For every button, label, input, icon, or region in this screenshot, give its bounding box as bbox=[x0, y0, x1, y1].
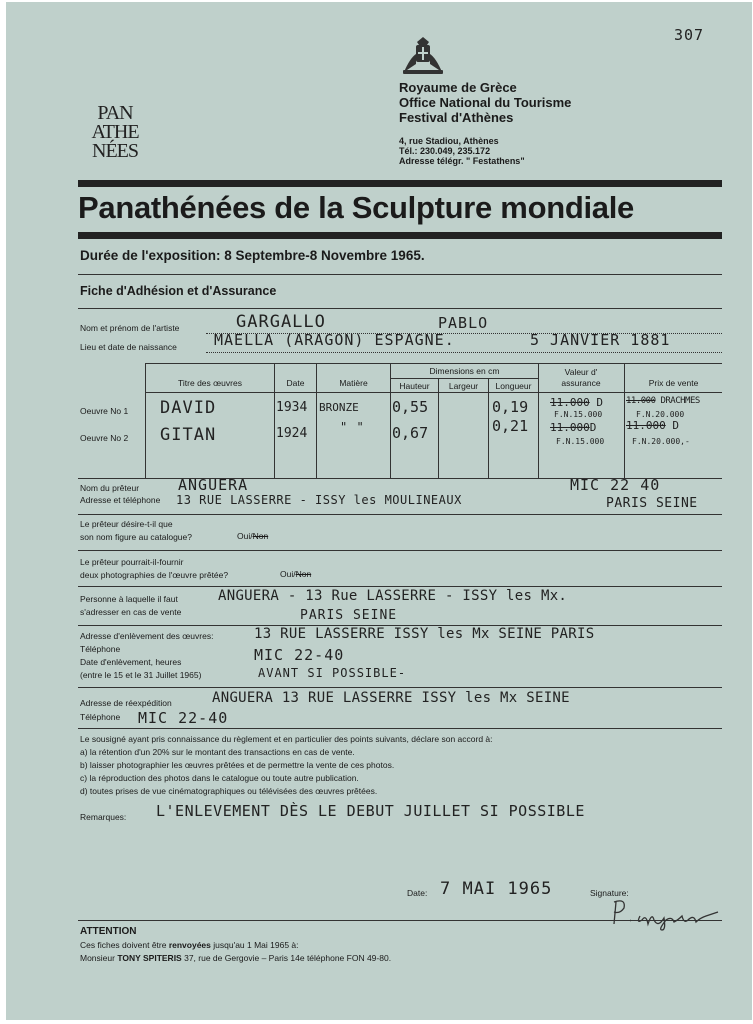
oeuvre-1-matiere[interactable]: BRONZE bbox=[319, 401, 359, 414]
remarques-value[interactable]: L'ENLEVEMENT DÈS LE DEBUT JUILLET SI POSSIBLE bbox=[156, 802, 585, 820]
q1-answer[interactable]: Oui/Non bbox=[237, 531, 269, 541]
divider bbox=[78, 586, 722, 587]
preteur-nom-label: Nom du prêteur bbox=[80, 483, 140, 493]
attention-line-1: Ces fiches doivent être renvoyées jusqu'au 1 Mai 1965 à: bbox=[80, 940, 299, 950]
oeuvre-2-longueur[interactable]: 0,21 bbox=[492, 417, 529, 435]
table-col bbox=[438, 378, 439, 478]
form-title: Panathénées de la Sculpture mondiale bbox=[78, 190, 634, 225]
organization-address: 4, rue Stadiou, Athènes Tél.: 230.049, 235.172 Adresse télégr. " Festathens" bbox=[399, 136, 525, 166]
artist-birth-label: Lieu et date de naissance bbox=[80, 342, 177, 352]
enlevement-tel-value[interactable]: MIC 22-40 bbox=[254, 646, 345, 664]
oeuvre-1-prix[interactable]: 11.000 DRACHMES bbox=[626, 396, 700, 406]
artist-birth-date[interactable]: 5 JANVIER 1881 bbox=[530, 331, 671, 349]
attention-title: ATTENTION bbox=[80, 926, 137, 937]
oeuvre-2-matiere[interactable]: " " bbox=[340, 420, 365, 434]
date-label: Date: bbox=[407, 888, 428, 898]
dim-subrule bbox=[390, 378, 538, 379]
oeuvre-1-titre[interactable]: DAVID bbox=[160, 398, 217, 418]
oeuvre-2-prix[interactable]: 11.000 D bbox=[626, 419, 679, 432]
col-header-largeur: Largeur bbox=[448, 381, 479, 391]
title-bar-top bbox=[78, 180, 722, 187]
col-header-valeur: Valeur d' assurance bbox=[561, 367, 601, 388]
divider bbox=[78, 308, 722, 309]
col-header-date: Date bbox=[286, 378, 305, 388]
divider bbox=[78, 274, 722, 275]
col-header-prix: Prix de vente bbox=[648, 378, 699, 388]
oeuvre-2-date[interactable]: 1924 bbox=[276, 426, 308, 441]
divider bbox=[78, 514, 722, 515]
divider bbox=[78, 728, 722, 729]
oeuvre-1-valeur-new[interactable]: F.N.15.000 bbox=[554, 410, 603, 419]
page-number: 307 bbox=[674, 26, 705, 44]
enlevement-date-value[interactable]: AVANT SI POSSIBLE- bbox=[258, 666, 407, 680]
exhibition-duration: Durée de l'exposition: 8 Septembre-8 Novembre 1965. bbox=[80, 248, 425, 263]
preteur-adresse-value[interactable]: 13 RUE LASSERRE - ISSY les MOULINEAUX bbox=[176, 493, 462, 507]
table-col bbox=[538, 363, 539, 478]
oeuvre-1-prix-new[interactable]: F.N.20.000 bbox=[636, 410, 685, 419]
table-header-bottom bbox=[145, 392, 722, 393]
table-top bbox=[145, 363, 722, 364]
oeuvre-2-titre[interactable]: GITAN bbox=[160, 425, 217, 445]
divider bbox=[78, 687, 722, 688]
divider bbox=[78, 920, 722, 921]
enlevement-address-value[interactable]: 13 RUE LASSERRE ISSY les Mx SEINE PARIS bbox=[254, 626, 595, 642]
terms-text: Le sousigné ayant pris connaissance du règlement et en particulier des points suivants, déclare son accord à: a) la rétention d'un 20% sur le montant des transactions en cas de vente. b) laisser photographier les œuvres prêtées et de permettre la vente de ces photos. c) la réproduction des photos dans le catalogue ou toute autre publication. d) toutes prises de vue cinématographiques ou télévisées des œuvres prêtées. bbox=[80, 734, 493, 796]
artist-name-label: Nom et prénom de l'artiste bbox=[80, 323, 180, 333]
reexpedition-tel-value[interactable]: MIC 22-40 bbox=[138, 709, 229, 727]
oeuvre-1-date[interactable]: 1934 bbox=[276, 400, 308, 415]
title-bar-bottom bbox=[78, 232, 722, 239]
reexpedition-address-value[interactable]: ANGUERA 13 RUE LASSERRE ISSY les Mx SEINE bbox=[212, 690, 570, 706]
contact-value-2[interactable]: PARIS SEINE bbox=[300, 608, 398, 623]
artist-name-value[interactable]: GARGALLO bbox=[236, 312, 326, 332]
table-col bbox=[488, 378, 489, 478]
fiche-title: Fiche d'Adhésion et d'Assurance bbox=[80, 284, 277, 298]
oeuvre-2-hauteur[interactable]: 0,67 bbox=[392, 424, 429, 442]
contact-value-1[interactable]: ANGUERA - 13 Rue LASSERRE - ISSY les Mx. bbox=[218, 588, 568, 604]
artist-birth-place[interactable]: MAELLA (ARAGON) ESPAGNE. bbox=[214, 331, 455, 349]
artist-birth-line bbox=[206, 352, 722, 353]
col-header-matiere: Matière bbox=[339, 378, 368, 388]
signature-label: Signature: bbox=[590, 888, 629, 898]
preteur-tel-value[interactable]: MIC 22 40 bbox=[570, 476, 661, 494]
oeuvre-2-prix-new[interactable]: F.N.20.000,- bbox=[632, 437, 690, 446]
oeuvre-1-valeur[interactable]: 11.000 D bbox=[550, 396, 603, 409]
attention-line-2: Monsieur TONY SPITERIS 37, rue de Gergovie – Paris 14e téléphone FON 49-80. bbox=[80, 953, 392, 963]
panathenees-logo: PAN ATHE NÉES bbox=[91, 102, 139, 162]
preteur-adresse-city[interactable]: PARIS SEINE bbox=[606, 496, 698, 511]
col-header-titre: Titre des œuvres bbox=[178, 378, 242, 388]
signature-mark[interactable] bbox=[608, 894, 732, 932]
artist-firstname-value[interactable]: PABLO bbox=[438, 314, 489, 332]
organization-name: Royaume de Grèce Office National du Tourisme Festival d'Athènes bbox=[399, 80, 572, 125]
q2-answer[interactable]: Oui/Non bbox=[280, 569, 312, 579]
col-header-longueur: Longueur bbox=[495, 381, 532, 391]
col-header-dimensions: Dimensions en cm bbox=[429, 366, 500, 376]
oeuvre-2-valeur-new[interactable]: F.N.15.000 bbox=[556, 437, 605, 446]
coat-of-arms-icon bbox=[400, 36, 446, 76]
q1-label: Le prêteur désire-t-il que son nom figure au catalogue? bbox=[80, 519, 192, 542]
oeuvre-1-longueur[interactable]: 0,19 bbox=[492, 398, 529, 416]
remarques-label: Remarques: bbox=[80, 812, 127, 822]
oeuvre-2-valeur[interactable]: 11.000D bbox=[550, 421, 597, 434]
q2-label: Le prêteur pourrait-il-fournir deux photographies de l'œuvre prêtée? bbox=[80, 557, 229, 580]
preteur-adresse-label: Adresse et téléphone bbox=[80, 495, 161, 505]
reexpedition-label: Adresse de réexpédition Téléphone bbox=[80, 698, 172, 722]
oeuvre-1-hauteur[interactable]: 0,55 bbox=[392, 398, 429, 416]
date-value[interactable]: 7 MAI 1965 bbox=[440, 879, 553, 899]
contact-label: Personne à laquelle il faut s'adresser en cas de vente bbox=[80, 594, 182, 617]
oeuvre-2-label: Oeuvre No 2 bbox=[80, 433, 129, 443]
oeuvre-1-label: Oeuvre No 1 bbox=[80, 406, 129, 416]
enlevement-label: Adresse d'enlèvement des œuvres: Téléphone Date d'enlèvement, heures (entre le 15 et le 31 Juillet 1965) bbox=[80, 631, 214, 680]
preteur-nom-value[interactable]: ANGUERA bbox=[178, 476, 249, 494]
divider bbox=[78, 550, 722, 551]
col-header-hauteur: Hauteur bbox=[399, 381, 430, 391]
